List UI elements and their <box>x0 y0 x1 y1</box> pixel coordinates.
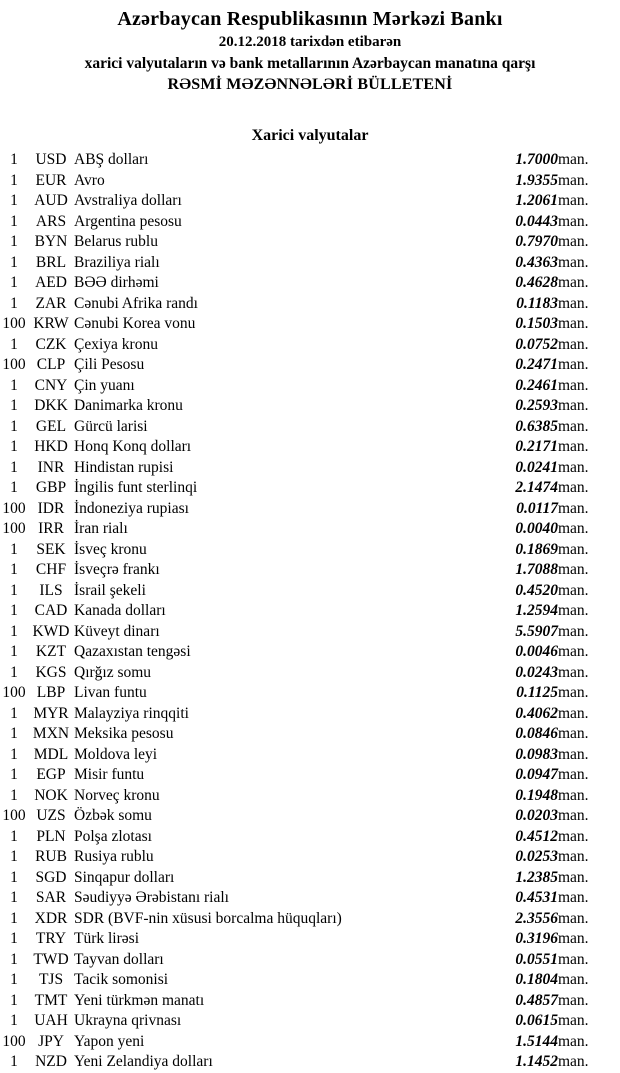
quantity-cell: 1 <box>10 889 18 906</box>
currency-name-cell: Küveyt dinarı <box>74 622 160 640</box>
rate-value-cell: 0.1125 <box>516 684 558 701</box>
currency-name-cell: İndoneziya rupiası <box>74 499 189 517</box>
currency-code-cell: KZT <box>35 643 67 660</box>
quantity-cell: 100 <box>2 356 26 373</box>
currency-code-cell: EGP <box>36 766 66 783</box>
exchange-rate-row <box>0 909 620 930</box>
unit-label-cell: man. <box>558 991 589 1009</box>
quantity-cell: 1 <box>10 335 18 353</box>
quantity-cell: 1 <box>10 1053 18 1070</box>
currency-code-cell: CLP <box>36 356 66 373</box>
exchange-rate-row <box>0 314 620 335</box>
currency-name-cell: Rusiya rublu <box>74 848 154 865</box>
exchange-rate-row <box>0 253 620 274</box>
exchange-rate-row <box>0 437 620 458</box>
exchange-rate-row <box>0 827 620 848</box>
section-title-foreign-currencies: Xarici valyutalar <box>251 127 369 144</box>
currency-name-cell: Qazaxıstan tengəsi <box>74 643 191 660</box>
exchange-rate-row <box>0 704 620 725</box>
currency-code-cell: KRW <box>33 315 69 332</box>
quantity-cell: 1 <box>10 192 18 209</box>
currency-name-cell: Honq Konq dolları <box>74 438 192 455</box>
rate-value-cell: 0.0983 <box>515 745 558 763</box>
rate-value-cell: 0.4512 <box>515 827 558 845</box>
rate-value-cell: 0.4520 <box>515 581 558 599</box>
rate-value-cell: 1.2385 <box>515 868 558 886</box>
unit-label-cell: man. <box>558 848 589 865</box>
unit-label-cell: man. <box>558 274 589 291</box>
currency-name-cell: İngilis funt sterlinqi <box>74 479 198 496</box>
exchange-rate-row <box>0 1011 620 1032</box>
currency-code-cell: SGD <box>35 868 67 886</box>
rate-value-cell: 0.1503 <box>515 315 558 332</box>
quantity-cell: 1 <box>10 1012 18 1029</box>
unit-label-cell: man. <box>558 315 589 332</box>
currency-name-cell: İsveçrə frankı <box>74 561 160 578</box>
currency-code-cell: HKD <box>34 438 68 455</box>
exchange-rate-row <box>0 868 620 889</box>
quantity-cell: 1 <box>10 725 18 742</box>
currency-name-cell: Belarus rublu <box>74 233 158 250</box>
unit-label-cell: man. <box>558 192 589 209</box>
exchange-rate-row <box>0 499 620 520</box>
currency-code-cell: NZD <box>35 1053 67 1070</box>
currency-name-cell: Çexiya kronu <box>74 335 158 353</box>
unit-label-cell: man. <box>558 602 589 619</box>
rate-value-cell: 0.0117 <box>516 499 558 517</box>
rate-value-cell: 1.2594 <box>515 602 558 619</box>
currency-name-cell: Polşa zlotası <box>74 827 152 845</box>
unit-label-cell: man. <box>558 581 589 599</box>
currency-code-cell: IRR <box>38 520 64 537</box>
exchange-rate-row <box>0 1032 620 1053</box>
unit-label-cell: man. <box>558 725 589 742</box>
exchange-rate-row <box>0 929 620 950</box>
unit-label-cell: man. <box>558 786 589 804</box>
currency-code-cell: ARS <box>35 212 67 230</box>
currency-name-cell: Danimarka kronu <box>74 397 183 414</box>
rate-value-cell: 0.0846 <box>515 725 558 742</box>
quantity-cell: 1 <box>10 397 18 414</box>
currency-code-cell: IDR <box>37 499 65 517</box>
currency-code-cell: BRL <box>35 253 67 271</box>
currency-name-cell: Avro <box>74 171 105 189</box>
quantity-cell: 1 <box>10 479 18 496</box>
quantity-cell: 1 <box>10 704 18 722</box>
currency-code-cell: NOK <box>34 786 68 804</box>
unit-label-cell: man. <box>558 909 589 927</box>
currency-name-cell: İsveç kronu <box>74 540 147 558</box>
rate-value-cell: 0.0752 <box>515 335 558 353</box>
quantity-cell: 1 <box>10 253 18 271</box>
quantity-cell: 1 <box>10 622 18 640</box>
exchange-rate-row <box>0 765 620 786</box>
rate-value-cell: 2.1474 <box>515 479 558 496</box>
currency-code-cell: CAD <box>34 602 68 619</box>
exchange-rate-row <box>0 847 620 868</box>
currency-name-cell: Argentina pesosu <box>74 212 182 230</box>
exchange-rate-row <box>0 581 620 602</box>
exchange-rate-row <box>0 376 620 397</box>
unit-label-cell: man. <box>558 622 589 640</box>
rate-value-cell: 0.0241 <box>515 458 558 476</box>
bulletin-title: RƏSMİ MƏZƏNNƏLƏRİ BÜLLETENİ <box>167 76 453 93</box>
unit-label-cell: man. <box>558 294 589 312</box>
currency-code-cell: AUD <box>34 192 68 209</box>
exchange-rate-row <box>0 396 620 417</box>
quantity-cell: 1 <box>10 602 18 619</box>
currency-code-cell: CHF <box>35 561 67 578</box>
unit-label-cell: man. <box>558 684 589 701</box>
quantity-cell: 1 <box>10 581 18 599</box>
currency-code-cell: PLN <box>36 827 66 845</box>
currency-name-cell: Moldova leyi <box>74 745 158 763</box>
currency-code-cell: INR <box>37 458 65 476</box>
quantity-cell: 1 <box>10 417 18 435</box>
exchange-rate-row <box>0 294 620 315</box>
rate-value-cell: 0.6385 <box>515 417 558 435</box>
unit-label-cell: man. <box>558 253 589 271</box>
rate-value-cell: 1.7000 <box>515 151 558 168</box>
currency-name-cell: Malayziya rinqqiti <box>74 704 189 722</box>
quantity-cell: 1 <box>10 151 18 168</box>
rate-value-cell: 2.3556 <box>515 909 558 927</box>
unit-label-cell: man. <box>558 704 589 722</box>
currency-name-cell: Braziliya rialı <box>74 253 160 271</box>
rate-value-cell: 1.9355 <box>515 171 558 189</box>
currency-code-cell: TWD <box>33 950 69 968</box>
currency-code-cell: XDR <box>34 909 68 927</box>
unit-label-cell: man. <box>558 417 589 435</box>
quantity-cell: 1 <box>10 950 18 968</box>
unit-label-cell: man. <box>558 561 589 578</box>
rate-value-cell: 1.7088 <box>515 561 558 578</box>
rate-value-cell: 0.0203 <box>515 807 558 824</box>
rate-value-cell: 0.2593 <box>515 397 558 414</box>
quantity-cell: 1 <box>10 274 18 291</box>
currency-code-cell: TJS <box>38 971 64 988</box>
quantity-cell: 100 <box>2 520 26 537</box>
unit-label-cell: man. <box>558 151 589 168</box>
rate-value-cell: 1.2061 <box>515 192 558 209</box>
unit-label-cell: man. <box>558 971 589 988</box>
exchange-rate-row <box>0 642 620 663</box>
currency-name-cell: İsrail şekeli <box>74 581 146 599</box>
exchange-rate-row <box>0 355 620 376</box>
exchange-rate-row <box>0 622 620 643</box>
quantity-cell: 1 <box>10 745 18 763</box>
unit-label-cell: man. <box>558 479 589 496</box>
currency-code-cell: ILS <box>39 581 63 599</box>
exchange-rate-row <box>0 191 620 212</box>
unit-label-cell: man. <box>558 766 589 783</box>
currency-name-cell: İran rialı <box>74 520 128 537</box>
unit-label-cell: man. <box>558 520 589 537</box>
currency-code-cell: USD <box>35 151 67 168</box>
currency-code-cell: MDL <box>33 745 69 763</box>
currency-name-cell: Sinqapur dolları <box>74 868 175 886</box>
currency-code-cell: UAH <box>34 1012 68 1029</box>
exchange-rate-row <box>0 150 620 171</box>
bulletin-header <box>0 7 620 95</box>
rate-value-cell: 0.4062 <box>515 704 558 722</box>
quantity-cell: 1 <box>10 212 18 230</box>
currency-name-cell: Kanada dolları <box>74 602 166 619</box>
rate-value-cell: 0.0040 <box>515 520 558 537</box>
exchange-rate-row <box>0 273 620 294</box>
exchange-rate-row <box>0 970 620 991</box>
currency-name-cell: Meksika pesosu <box>74 725 174 742</box>
currency-code-cell: CNY <box>34 376 68 394</box>
exchange-rate-row <box>0 417 620 438</box>
unit-label-cell: man. <box>558 397 589 414</box>
quantity-cell: 1 <box>10 930 18 947</box>
rate-value-cell: 0.1948 <box>515 786 558 804</box>
exchange-rates-table-body <box>0 150 620 1073</box>
rate-value-cell: 0.0947 <box>515 766 558 783</box>
quantity-cell: 1 <box>10 663 18 681</box>
exchange-rate-row <box>0 519 620 540</box>
rate-value-cell: 0.0046 <box>515 643 558 660</box>
currency-code-cell: KGS <box>35 663 67 681</box>
currency-name-cell: Yeni türkmən manatı <box>74 991 205 1009</box>
currency-code-cell: LBP <box>36 684 66 701</box>
unit-label-cell: man. <box>558 930 589 947</box>
currency-name-cell: BƏƏ dirhəmi <box>74 274 159 291</box>
currency-name-cell: Avstraliya dolları <box>74 192 182 209</box>
exchange-rate-row <box>0 212 620 233</box>
rate-value-cell: 0.4363 <box>515 253 558 271</box>
exchange-rate-row <box>0 683 620 704</box>
currency-code-cell: SAR <box>35 889 67 906</box>
quantity-cell: 100 <box>2 315 26 332</box>
rate-value-cell: 1.5144 <box>515 1032 558 1050</box>
rate-value-cell: 0.3196 <box>515 930 558 947</box>
unit-label-cell: man. <box>558 889 589 906</box>
exchange-rate-row <box>0 1052 620 1073</box>
exchange-rate-row <box>0 724 620 745</box>
currency-name-cell: Hindistan rupisi <box>74 458 174 476</box>
rate-value-cell: 1.1452 <box>515 1053 558 1070</box>
exchange-rate-row <box>0 786 620 807</box>
unit-label-cell: man. <box>558 643 589 660</box>
unit-label-cell: man. <box>558 1032 589 1050</box>
unit-label-cell: man. <box>558 745 589 763</box>
unit-label-cell: man. <box>558 827 589 845</box>
quantity-cell: 1 <box>10 540 18 558</box>
quantity-cell: 1 <box>10 171 18 189</box>
currency-code-cell: CZK <box>35 335 67 353</box>
currency-name-cell: Çili Pesosu <box>74 356 145 373</box>
currency-name-cell: Çin yuanı <box>74 376 135 394</box>
quantity-cell: 1 <box>10 848 18 865</box>
rate-value-cell: 0.0615 <box>515 1012 558 1029</box>
currency-name-cell: Yeni Zelandiya dolları <box>74 1053 213 1070</box>
exchange-rate-row <box>0 991 620 1012</box>
currency-code-cell: DKK <box>34 397 68 414</box>
bulletin-subtitle: xarici valyutaların və bank metallarının Azərbaycan manatına qarşı <box>84 55 536 72</box>
currency-code-cell: SEK <box>36 540 66 558</box>
quantity-cell: 1 <box>10 438 18 455</box>
unit-label-cell: man. <box>558 376 589 394</box>
unit-label-cell: man. <box>558 233 589 250</box>
rate-value-cell: 0.1183 <box>516 294 558 312</box>
unit-label-cell: man. <box>558 950 589 968</box>
currency-name-cell: Özbək somu <box>74 807 152 824</box>
exchange-rate-row <box>0 601 620 622</box>
currency-name-cell: Livan funtu <box>74 684 147 701</box>
currency-name-cell: Ukrayna qrivnası <box>74 1012 182 1029</box>
currency-name-cell: Cənubi Korea vonu <box>74 315 196 332</box>
currency-code-cell: GBP <box>35 479 67 496</box>
currency-code-cell: MYR <box>33 704 69 722</box>
currency-code-cell: KWD <box>32 622 70 640</box>
unit-label-cell: man. <box>558 356 589 373</box>
unit-label-cell: man. <box>558 663 589 681</box>
quantity-cell: 1 <box>10 991 18 1009</box>
exchange-rate-row <box>0 458 620 479</box>
currency-name-cell: Türk lirəsi <box>74 930 139 947</box>
unit-label-cell: man. <box>558 540 589 558</box>
unit-label-cell: man. <box>558 458 589 476</box>
quantity-cell: 1 <box>10 786 18 804</box>
currency-code-cell: MXN <box>32 725 70 742</box>
currency-code-cell: ZAR <box>35 294 67 312</box>
quantity-cell: 1 <box>10 233 18 250</box>
rate-value-cell: 0.0443 <box>515 212 558 230</box>
currency-code-cell: UZS <box>36 807 66 824</box>
unit-label-cell: man. <box>558 212 589 230</box>
rate-value-cell: 0.1869 <box>515 540 558 558</box>
currency-code-cell: EUR <box>35 171 67 189</box>
currency-name-cell: Yapon yeni <box>74 1032 145 1050</box>
unit-label-cell: man. <box>558 171 589 189</box>
currency-code-cell: AED <box>35 274 67 291</box>
exchange-rate-row <box>0 888 620 909</box>
exchange-rate-row <box>0 478 620 499</box>
exchange-rate-row <box>0 663 620 684</box>
currency-code-cell: BYN <box>34 233 68 250</box>
exchange-rate-row <box>0 745 620 766</box>
quantity-cell: 1 <box>10 294 18 312</box>
effective-date-line: 20.12.2018 tarixdən etibarən <box>218 34 402 50</box>
exchange-rate-row <box>0 560 620 581</box>
currency-name-cell: Norveç kronu <box>74 786 160 804</box>
currency-name-cell: Qırğız somu <box>74 663 152 681</box>
rate-value-cell: 0.0243 <box>515 663 558 681</box>
unit-label-cell: man. <box>558 1012 589 1029</box>
currency-code-cell: JPY <box>38 1032 64 1050</box>
unit-label-cell: man. <box>558 807 589 824</box>
quantity-cell: 1 <box>10 376 18 394</box>
quantity-cell: 1 <box>10 827 18 845</box>
quantity-cell: 1 <box>10 868 18 886</box>
rate-value-cell: 0.7970 <box>515 233 558 250</box>
rate-value-cell: 5.5907 <box>515 622 558 640</box>
exchange-rate-row <box>0 950 620 971</box>
currency-code-cell: GEL <box>35 417 67 435</box>
rate-value-cell: 0.2171 <box>515 438 558 455</box>
currency-code-cell: TMT <box>34 991 68 1009</box>
currency-code-cell: RUB <box>35 848 67 865</box>
unit-label-cell: man. <box>558 868 589 886</box>
currency-name-cell: Misir funtu <box>74 766 145 783</box>
rate-value-cell: 0.0253 <box>515 848 558 865</box>
quantity-cell: 1 <box>10 766 18 783</box>
rate-value-cell: 0.0551 <box>515 950 558 968</box>
quantity-cell: 1 <box>10 643 18 660</box>
rate-value-cell: 0.4857 <box>515 991 558 1009</box>
quantity-cell: 100 <box>2 1032 26 1050</box>
currency-code-cell: TRY <box>35 930 67 947</box>
rate-value-cell: 0.1804 <box>515 971 558 988</box>
exchange-rate-row <box>0 171 620 192</box>
unit-label-cell: man. <box>558 499 589 517</box>
rate-value-cell: 0.4531 <box>515 889 558 906</box>
quantity-cell: 1 <box>10 561 18 578</box>
quantity-cell: 100 <box>2 499 26 517</box>
unit-label-cell: man. <box>558 335 589 353</box>
exchange-rate-row <box>0 540 620 561</box>
currency-name-cell: Cənubi Afrika randı <box>74 294 198 312</box>
currency-name-cell: Tayvan dolları <box>74 950 164 968</box>
quantity-cell: 1 <box>10 458 18 476</box>
unit-label-cell: man. <box>558 1053 589 1070</box>
exchange-rate-row <box>0 335 620 356</box>
rate-value-cell: 0.2461 <box>515 376 558 394</box>
currency-name-cell: ABŞ dolları <box>74 151 149 168</box>
rate-value-cell: 0.4628 <box>515 274 558 291</box>
quantity-cell: 100 <box>2 807 26 824</box>
currency-name-cell: Səudiyyə Ərəbistanı rialı <box>74 889 229 906</box>
quantity-cell: 1 <box>10 971 18 988</box>
exchange-rate-row <box>0 806 620 827</box>
exchange-rates-table <box>0 150 620 1073</box>
unit-label-cell: man. <box>558 438 589 455</box>
rate-value-cell: 0.2471 <box>515 356 558 373</box>
currency-name-cell: SDR (BVF-nin xüsusi borcalma hüquqları) <box>74 909 342 927</box>
currency-name-cell: Gürcü larisi <box>74 417 148 435</box>
currency-name-cell: Tacik somonisi <box>74 971 169 988</box>
quantity-cell: 100 <box>2 684 26 701</box>
quantity-cell: 1 <box>10 909 18 927</box>
exchange-rate-row <box>0 232 620 253</box>
bank-title: Azərbaycan Respublikasının Mərkəzi Bankı <box>117 8 503 30</box>
